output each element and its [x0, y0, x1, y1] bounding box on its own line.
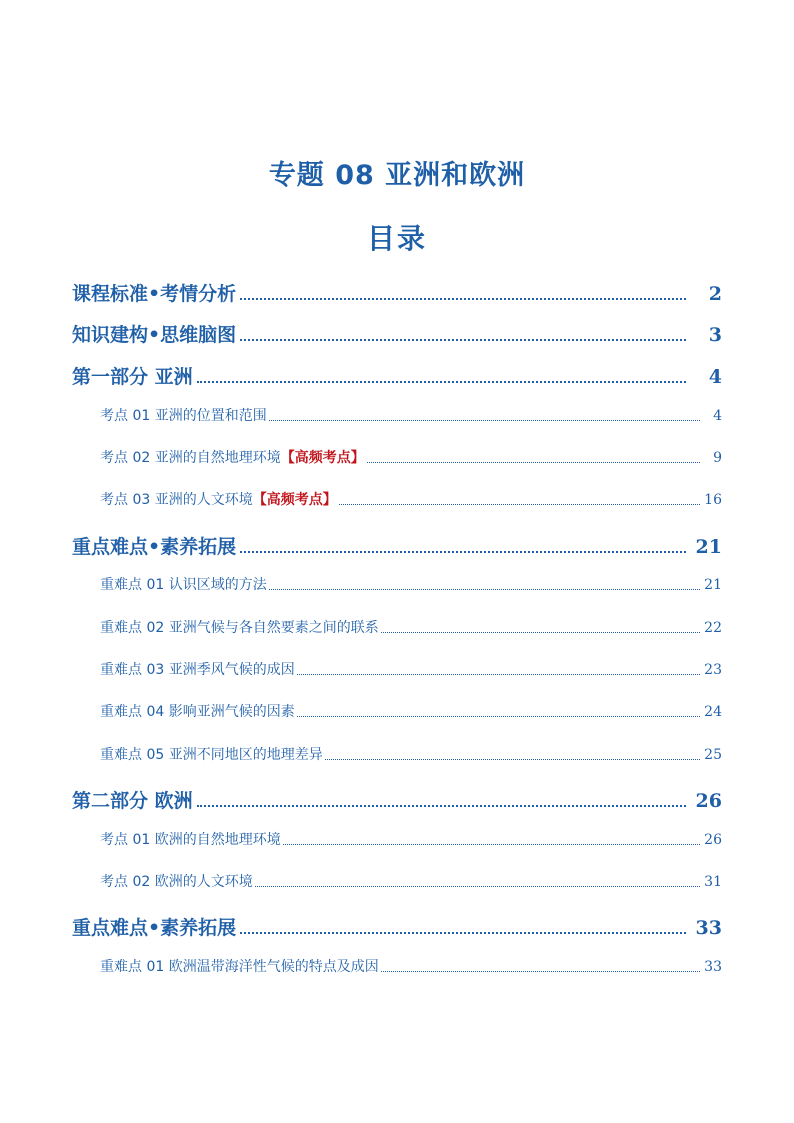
toc-subsection-entry[interactable]: [100, 659, 722, 679]
toc-page-number: 22: [704, 620, 722, 636]
dot-leader: [367, 462, 700, 463]
toc-section-entry[interactable]: [72, 786, 722, 813]
toc-subsection-entry[interactable]: [100, 744, 722, 764]
toc-page-number: 33: [695, 917, 722, 939]
toc-entry-label: 重点难点•素养拓展: [72, 536, 237, 558]
toc-subsection-entry[interactable]: [100, 701, 722, 721]
toc-subsection-entry[interactable]: [100, 574, 722, 594]
toc-entry-label: 第一部分 亚洲: [72, 366, 193, 388]
toc-section-entry[interactable]: [72, 532, 722, 559]
toc-page-number: 26: [704, 832, 722, 848]
toc-entry-label: 考点 02 亚洲的自然地理环境: [100, 450, 281, 466]
toc-section-entry[interactable]: [72, 362, 722, 389]
toc-entry-label: 重难点 05 亚洲不同地区的地理差异: [100, 747, 323, 763]
toc-page-number: 26: [695, 790, 722, 812]
dot-leader: [325, 759, 700, 760]
toc-page-number: 33: [704, 959, 722, 975]
toc-section-entry[interactable]: [72, 279, 722, 306]
toc-section-entry[interactable]: [72, 913, 722, 940]
toc-subsection-entry[interactable]: [100, 956, 722, 976]
toc-page-number: 25: [704, 747, 722, 763]
toc-entry-label: 重难点 03 亚洲季风气候的成因: [100, 662, 295, 678]
toc-entry-label: 重难点 01 欧洲温带海洋性气候的特点及成因: [100, 959, 379, 975]
toc-heading: 目录: [366, 222, 427, 255]
toc-entry-label: 第二部分 欧洲: [72, 790, 193, 812]
dot-leader: [255, 886, 700, 887]
toc-page-number: 24: [704, 704, 722, 720]
toc-entry-label: 重难点 01 认识区域的方法: [100, 577, 267, 593]
toc-subsection-entry[interactable]: [100, 405, 722, 425]
toc-page-number: 21: [704, 577, 722, 593]
toc-subsection-entry[interactable]: [100, 617, 722, 637]
high-frequency-tag: 【高频考点】: [280, 450, 365, 466]
toc-subsection-entry[interactable]: [100, 489, 722, 509]
dot-leader: [297, 674, 700, 675]
toc-page-number: 9: [713, 450, 722, 466]
toc-entry-label: 课程标准•考情分析: [72, 283, 237, 305]
dot-leader: [197, 381, 686, 383]
toc-entry-label: 重难点 04 影响亚洲气候的因素: [100, 704, 295, 720]
toc-entry-label: 重难点 02 亚洲气候与各自然要素之间的联系: [100, 620, 379, 636]
dot-leader: [297, 716, 700, 717]
dot-leader: [269, 589, 700, 590]
document-title: 专题 08 亚洲和欧洲: [268, 160, 526, 191]
toc-page-number: 2: [708, 283, 722, 305]
dot-leader: [339, 504, 700, 505]
toc-page-number: 21: [695, 536, 722, 558]
toc-subsection-entry[interactable]: [100, 829, 722, 849]
toc-section-entry[interactable]: [72, 320, 722, 347]
toc-page-number: 4: [708, 366, 722, 388]
dot-leader: [240, 932, 686, 934]
toc-entry-label: 考点 02 欧洲的人文环境: [100, 874, 253, 890]
toc-subsection-entry[interactable]: [100, 871, 722, 891]
toc-subsection-entry[interactable]: [100, 447, 722, 467]
toc-page-number: 3: [708, 324, 722, 346]
toc-entry-label: 考点 01 亚洲的位置和范围: [100, 408, 267, 424]
dot-leader: [240, 298, 686, 300]
toc-entry-label: 考点 01 欧洲的自然地理环境: [100, 832, 281, 848]
toc-entry-label: 重点难点•素养拓展: [72, 917, 237, 939]
dot-leader: [381, 971, 700, 972]
dot-leader: [197, 805, 686, 807]
dot-leader: [283, 844, 700, 845]
toc-page-number: 31: [704, 874, 722, 890]
high-frequency-tag: 【高频考点】: [252, 492, 337, 508]
toc-entry-label: 知识建构•思维脑图: [72, 324, 237, 346]
dot-leader: [381, 632, 700, 633]
toc-page-number: 23: [704, 662, 722, 678]
toc-page-number: 4: [713, 408, 722, 424]
dot-leader: [269, 420, 700, 421]
dot-leader: [240, 339, 686, 341]
toc-page-number: 16: [704, 492, 722, 508]
toc-entry-label: 考点 03 亚洲的人文环境: [100, 492, 253, 508]
dot-leader: [240, 551, 686, 553]
